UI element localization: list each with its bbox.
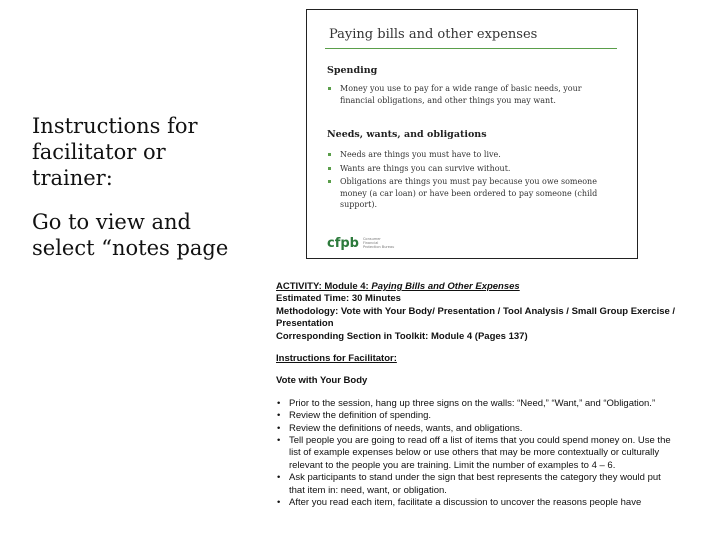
facilitator-instructions (32, 113, 252, 279)
list-item: • Review the definition of spending. (276, 410, 676, 422)
cfpb-logo-mark: cfpb (327, 235, 359, 251)
instructions-body: Go to view and select “notes page (32, 210, 229, 260)
list-item: Obligations are things you must pay because you owe someone money (a car loan) or have been ordered to pay someone (child support). (327, 176, 609, 211)
activity-title: Paying Bills and Other Expenses (371, 281, 520, 292)
list-item: • Prior to the session, hang up three signs on the walls: “Need,” “Want,” and “Obligation.” (276, 398, 676, 410)
instructions-facilitator-heading: Instructions for Facilitator: (276, 353, 397, 365)
notes-bullet-list (276, 398, 676, 510)
list-item: • After you read each item, facilitate a discussion to uncover the reasons people have (276, 497, 676, 509)
list-item: Needs are things you must have to live. (327, 149, 609, 161)
title-divider (325, 48, 617, 49)
cfpb-logo (327, 234, 395, 252)
activity-line (276, 281, 676, 293)
slide-title: Paying bills and other expenses (329, 27, 538, 42)
vote-heading: Vote with Your Body (276, 375, 368, 387)
list-item: Money you use to pay for a wide range of basic needs, your financial obligations, and other things you may want. (327, 83, 609, 106)
slide-thumbnail[interactable] (306, 9, 638, 259)
cfpb-logo-subtext: Consumer Financial Protection Bureau (362, 237, 395, 249)
list-item: • Review the definitions of needs, wants, and obligations. (276, 423, 676, 435)
nwo-heading: Needs, wants, and obligations (327, 129, 487, 140)
spending-heading: Spending (327, 65, 378, 76)
speaker-notes (276, 281, 676, 510)
corresponding-section: Corresponding Section in Toolkit: Module 4 (Pages 137) (276, 330, 528, 342)
activity-prefix: ACTIVITY: Module 4: (276, 281, 372, 292)
spending-list (327, 83, 609, 108)
methodology: Methodology: Vote with Your Body/ Presentation / Tool Analysis / Small Group Exercise / Presentation (276, 305, 676, 330)
instructions-heading: Instructions for facilitator or trainer: (32, 114, 198, 190)
list-item: Wants are things you can survive without. (327, 163, 609, 175)
estimated-time: Estimated Time: 30 Minutes (276, 293, 401, 305)
list-item: • Tell people you are going to read off a list of items that you could spend money on. Use the list of example expenses below or use others that may be more contextually or culturally relevant to the people you are training. Limit the number of examples to 4 – 6. (276, 435, 676, 472)
list-item: • Ask participants to stand under the sign that best represents the category they would put that item in: need, want, or obligation. (276, 472, 676, 497)
nwo-list (327, 149, 609, 213)
